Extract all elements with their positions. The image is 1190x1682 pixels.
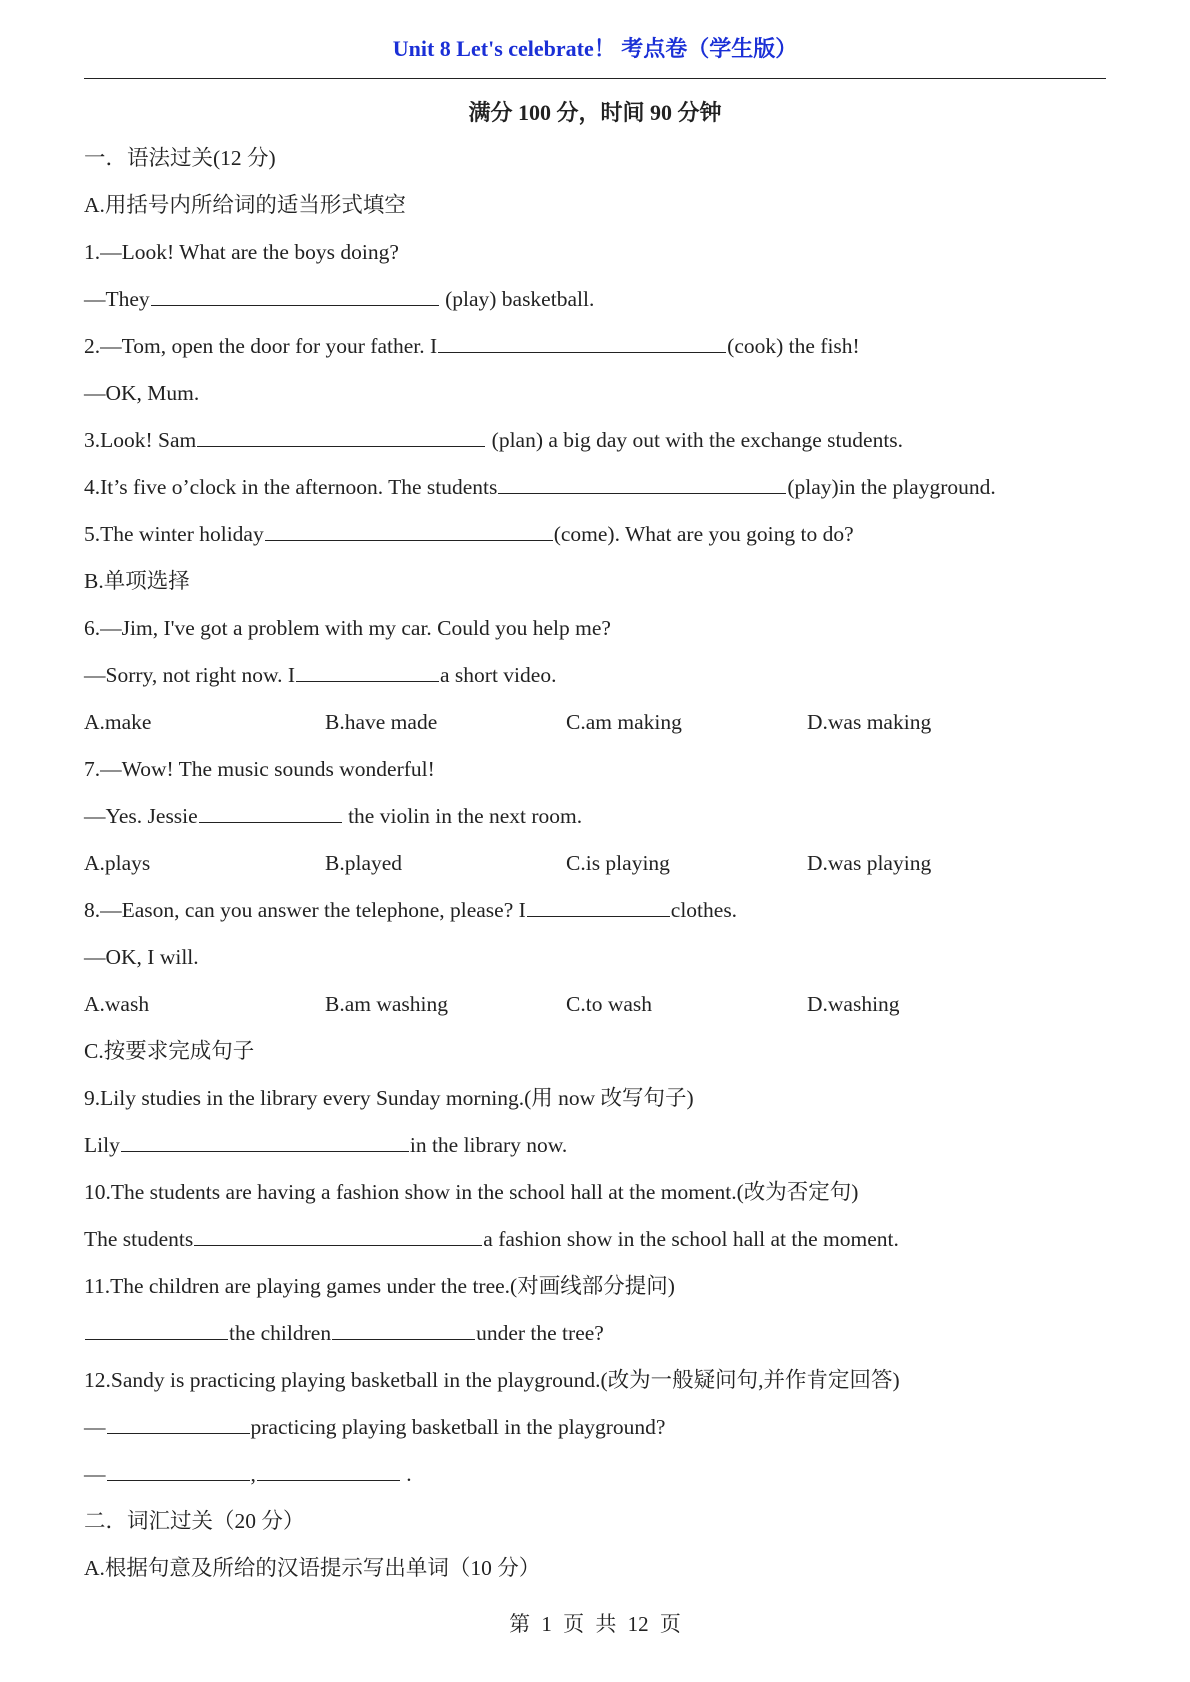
question-text: under the tree? xyxy=(476,1321,604,1345)
question-text: The students xyxy=(84,1227,194,1251)
question-5 xyxy=(84,511,1114,558)
question-6-options xyxy=(84,699,1114,746)
question-text: (play)in the playground. xyxy=(787,475,996,499)
question-9-answer-line xyxy=(84,1122,1114,1169)
question-text: a short video. xyxy=(440,663,557,687)
question-7-prompt: 7.—Wow! The music sounds wonderful! xyxy=(84,757,435,781)
question-8-options xyxy=(84,981,1114,1028)
question-4 xyxy=(84,464,1114,511)
question-8 xyxy=(84,887,1114,934)
question-10-answer-line xyxy=(84,1216,1114,1263)
part-heading: A.根据句意及所给的汉语提示写出单词（10 分） xyxy=(84,1556,541,1580)
question-11-answer-line xyxy=(84,1310,1114,1357)
question-6-prompt: 6.—Jim, I've got a problem with my car. Could you help me? xyxy=(84,616,611,640)
question-text: —Sorry, not right now. I xyxy=(84,663,296,687)
part-heading: B.单项选择 xyxy=(84,569,190,593)
question-text: —Yes. Jessie xyxy=(84,804,198,828)
answer-blank[interactable] xyxy=(197,445,485,447)
answer-blank[interactable] xyxy=(257,1479,400,1481)
option-b[interactable]: B.played xyxy=(325,851,403,875)
question-text: in the library now. xyxy=(409,1133,568,1157)
question-9-prompt: 9.Lily studies in the library every Sunday morning.(用 now 改写句子) xyxy=(84,1086,694,1110)
answer-blank[interactable] xyxy=(332,1338,475,1340)
option-d[interactable]: D.was making xyxy=(807,710,932,734)
document-title: Unit 8 Let's celebrate！ 考点卷（学生版） xyxy=(392,36,798,61)
question-text: practicing playing basketball in the playground? xyxy=(250,1415,666,1439)
option-a[interactable]: A.make xyxy=(84,710,152,734)
answer-blank[interactable] xyxy=(498,492,786,494)
answer-blank[interactable] xyxy=(296,680,439,682)
question-1-prompt: 1.—Look! What are the boys doing? xyxy=(84,240,399,264)
question-text: 2.—Tom, open the door for your father. I xyxy=(84,334,438,358)
option-d[interactable]: D.washing xyxy=(807,992,900,1016)
answer-blank[interactable] xyxy=(438,351,726,353)
period: . xyxy=(400,1462,412,1486)
part-heading: A.用括号内所给词的适当形式填空 xyxy=(84,193,406,217)
question-2-reply: —OK, Mum. xyxy=(84,381,200,405)
question-text: 5.The winter holiday xyxy=(84,522,264,546)
answer-blank[interactable] xyxy=(85,1338,228,1340)
question-1-answer-line xyxy=(84,276,1114,323)
exam-info: 满分 100 分，时间 90 分钟 xyxy=(468,100,722,125)
answer-blank[interactable] xyxy=(199,821,342,823)
exam-content xyxy=(84,135,1114,1592)
option-c[interactable]: C.is playing xyxy=(566,851,670,875)
question-3 xyxy=(84,417,1114,464)
question-11-prompt: 11.The children are playing games under the tree.(对画线部分提问) xyxy=(84,1274,675,1298)
question-text: 8.—Eason, can you answer the telephone, please? I xyxy=(84,898,526,922)
question-text: (plan) a big day out with the exchange students. xyxy=(486,428,904,452)
part-heading: C.按要求完成句子 xyxy=(84,1039,255,1063)
question-12-reply-line xyxy=(84,1451,1114,1498)
question-8-reply: —OK, I will. xyxy=(84,945,199,969)
option-c[interactable]: C.to wash xyxy=(566,992,652,1016)
option-a[interactable]: A.wash xyxy=(84,992,150,1016)
question-text: the children xyxy=(229,1321,332,1345)
option-d[interactable]: D.was playing xyxy=(807,851,932,875)
header-divider xyxy=(84,78,1106,79)
question-text: —They xyxy=(84,287,150,311)
comma: , xyxy=(250,1462,256,1486)
section-heading: 一．语法过关(12 分) xyxy=(84,146,276,170)
question-7-options xyxy=(84,840,1114,887)
question-text: the violin in the next room. xyxy=(342,804,583,828)
dash: — xyxy=(84,1415,106,1439)
question-text: (cook) the fish! xyxy=(727,334,860,358)
question-text: 4.It’s five o’clock in the afternoon. The students xyxy=(84,475,498,499)
answer-blank[interactable] xyxy=(265,539,553,541)
option-b[interactable]: B.have made xyxy=(325,710,438,734)
question-text: a fashion show in the school hall at the moment. xyxy=(483,1227,899,1251)
section-heading: 二．词汇过关（20 分） xyxy=(84,1509,305,1533)
answer-blank[interactable] xyxy=(194,1244,482,1246)
dash: — xyxy=(84,1462,106,1486)
question-text: 3.Look! Sam xyxy=(84,428,197,452)
answer-blank[interactable] xyxy=(107,1432,250,1434)
answer-blank[interactable] xyxy=(107,1479,250,1481)
question-2 xyxy=(84,323,1114,370)
option-a[interactable]: A.plays xyxy=(84,851,151,875)
option-c[interactable]: C.am making xyxy=(566,710,682,734)
answer-blank[interactable] xyxy=(121,1150,409,1152)
page-number: 第 1 页 共 12 页 xyxy=(509,1612,681,1636)
option-b[interactable]: B.am washing xyxy=(325,992,449,1016)
question-6-answer-line xyxy=(84,652,1114,699)
question-text: (come). What are you going to do? xyxy=(553,522,854,546)
question-12-answer-line xyxy=(84,1404,1114,1451)
question-text: clothes. xyxy=(670,898,738,922)
question-10-prompt: 10.The students are having a fashion show in the school hall at the moment.(改为否定句) xyxy=(84,1180,859,1204)
answer-blank[interactable] xyxy=(527,915,670,917)
answer-blank[interactable] xyxy=(151,304,439,306)
question-12-prompt: 12.Sandy is practicing playing basketball in the playground.(改为一般疑问句,并作肯定回答) xyxy=(84,1368,900,1392)
question-7-answer-line xyxy=(84,793,1114,840)
question-text: (play) basketball. xyxy=(439,287,595,311)
question-text: Lily xyxy=(84,1133,120,1157)
